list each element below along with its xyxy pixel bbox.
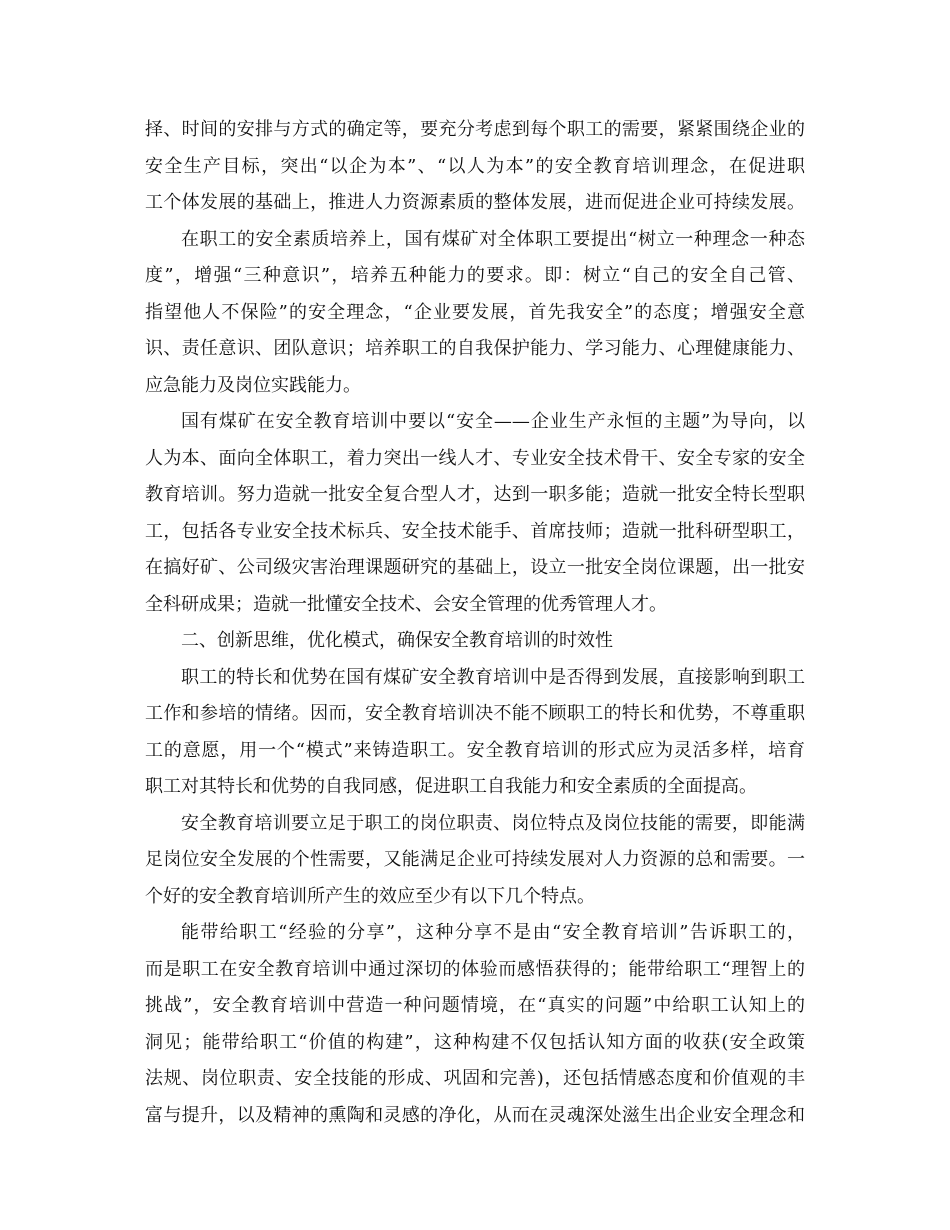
text-line: 职工的特长和优势在国有煤矿安全教育培训中是否得到发展，直接影响到职工 [181,666,805,688]
text-line: 挑战”，安全教育培训中营造一种问题情境，在“真实的问题”中给职工认知上的 [145,995,805,1016]
text-line: 职工对其特长和优势的自我同感，促进职工自我能力和安全素质的全面提高。 [145,776,757,797]
text-line: 安全生产目标，突出“以企为本”、“以人为本”的安全教育培训理念，在促进职 [145,155,805,177]
text-line: 度”，增强“三种意识”，培养五种能力的要求。即：树立“自己的安全自己管、 [145,265,805,286]
text-line: 个好的安全教育培训所产生的效应至少有以下几个特点。 [145,885,595,907]
text-line: 在职工的安全素质培养上，国有煤矿对全体职工要提出“树立一种理念一种态 [181,228,805,250]
text-line: 足岗位安全发展的个性需要，又能满足企业可持续发展对人力资源的总和需要。一 [145,849,805,870]
text-line: 工作和参培的情绪。因而，安全教育培训决不能不顾职工的特长和优势，不尊重职 [145,703,805,724]
body-text [145,112,805,1134]
text-line: 二、创新思维，优化模式，确保安全教育培训的时效性 [181,630,613,651]
text-line: 人为本、面向全体职工，着力突出一线人才、专业安全技术骨干、安全专家的安全 [145,447,805,469]
text-line: 法规、岗位职责、安全技能的形成、巩固和完善)，还包括情感态度和价值观的丰 [145,1068,805,1089]
text-line: 应急能力及岗位实践能力。 [145,374,361,396]
text-line: 识、责任意识、团队意识；培养职工的自我保护能力、学习能力、心理健康能力、 [145,338,805,359]
text-line: 择、时间的安排与方式的确定等，要充分考虑到每个职工的需要，紧紧围绕企业的 [145,119,805,140]
text-line: 能带给职工“经验的分享”，这种分享不是由“安全教育培训”告诉职工的， [181,922,805,943]
text-line: 指望他人不保险”的安全理念，“企业要发展，首先我安全”的态度；增强安全意 [145,301,805,323]
text-line: 在搞好矿、公司级灾害治理课题研究的基础上，设立一批安全岗位课题，出一批安 [145,557,805,578]
text-line: 工个体发展的基础上，推进人力资源素质的整体发展，进而促进企业可持续发展。 [145,192,805,213]
text-line: 安全教育培训要立足于职工的岗位职责、岗位特点及岗位技能的需要，即能满 [181,812,805,834]
text-line: 国有煤矿在安全教育培训中要以“安全——企业生产永恒的主题”为导向，以 [181,411,805,432]
text-line: 工的意愿，用一个“模式”来铸造职工。安全教育培训的形式应为灵活多样，培育 [145,739,805,761]
text-line: 全科研成果；造就一批懂安全技术、会安全管理的优秀管理人才。 [145,593,667,615]
text-line: 而是职工在安全教育培训中通过深切的体验而感悟获得的；能带给职工“理智上的 [145,958,805,980]
text-line: 富与提升，以及精神的熏陶和灵感的净化，从而在灵魂深处滋生出企业安全理念和 [145,1104,805,1126]
text-line: 工，包括各专业安全技术标兵、安全技术能手、首席技师；造就一批科研型职工， [145,520,805,542]
text-line: 洞见；能带给职工“价值的构建”，这种构建不仅包括认知方面的收获(安全政策 [145,1031,805,1053]
text-line: 教育培训。努力造就一批安全复合型人才，达到一职多能；造就一批安全特长型职 [145,484,805,505]
